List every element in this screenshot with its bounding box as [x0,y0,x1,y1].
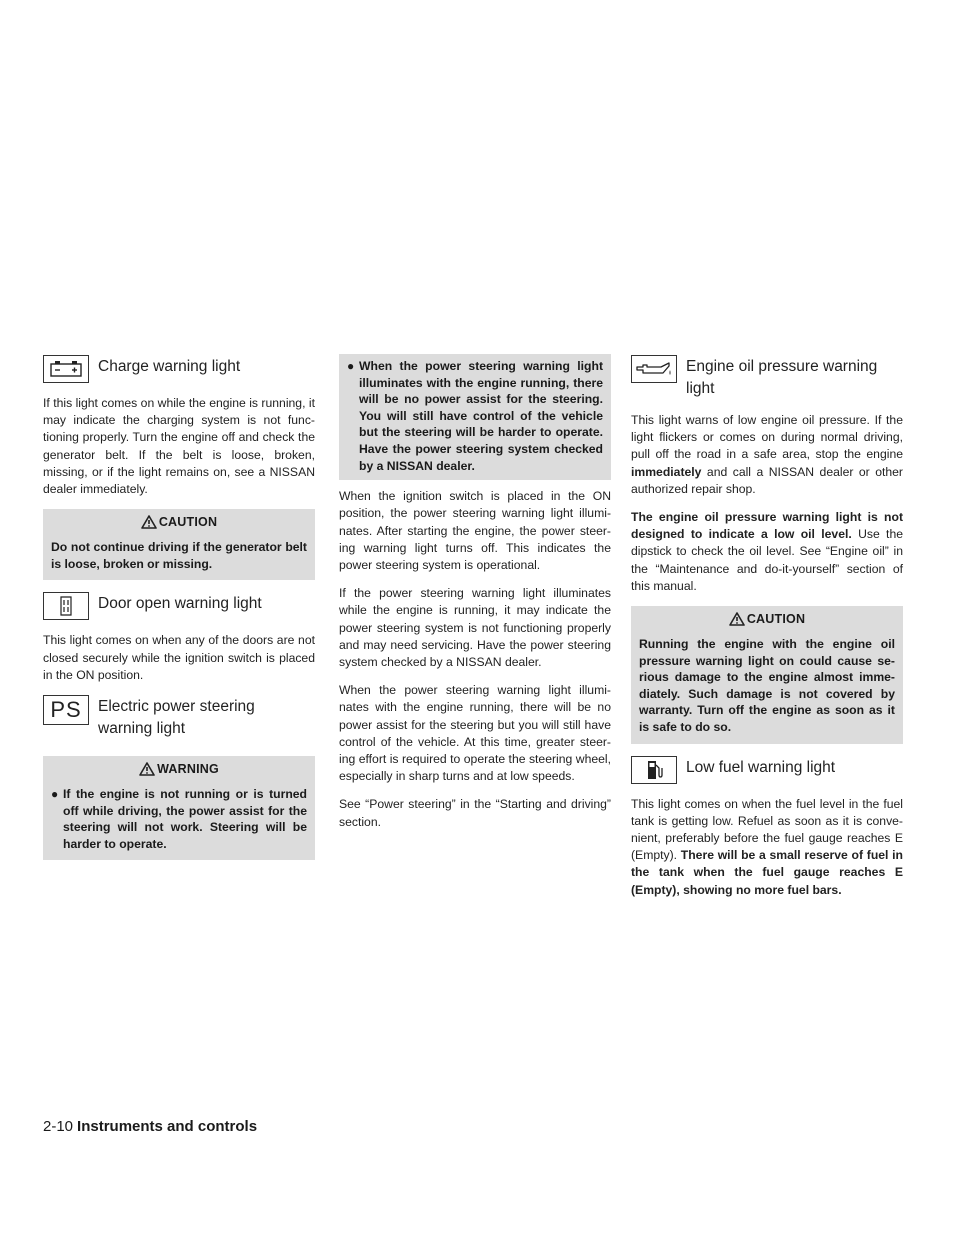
power-steering-icon [43,695,89,725]
oil-pressure-heading [631,355,903,400]
caution-body-1: Do not continue driving if the generator belt is loose, broken or missing. [51,540,307,571]
oil-paragraph-1: This light warns of low engine oil pressure. If the light flickers or comes on during normal driving, pull off the road in a safe area, stop the engine immediately and call a NISSAN dealer or other authorized repair shop. [631,413,903,496]
fuel-paragraph: This light comes on when the fuel level in the fuel tank is getting low. Refuel as soon as it is conve-nient, preferably before the fuel gauge reaches E (Empty). There will be a small reserve of fuel in the tank when the fuel gauge reaches E (Empty), showing no more fuel bars. [631,796,903,897]
warning-triangle-icon [729,612,745,626]
charge-body: If this light comes on while the engine is running, it may indicate the charging system is not func-tioning properly. Turn the engine off and check the generator belt. If the belt is loose, broken, missing, or if the light remains on, see a NISSAN dealer immediately. [43,396,315,497]
low-fuel-heading [631,756,903,784]
door-body: This light comes on when any of the doors are not closed securely while the ignition switch is placed in the ON position. [43,633,315,682]
eps-paragraph-1: When the ignition switch is placed in the ON position, the power steering warning light illumi-nates. After starting the engine, the power steer-ing warning light turns off. This indicates the power steering system is operational. [339,489,611,572]
eps-heading-line2: warning light [98,720,186,738]
oil-paragraph-2: The engine oil pressure warning light is not designed to indicate a low oil level. Use the dipstick to check the oil level. See “Engine oil” in the “Maintenance and do-it-yourself” section of this manual. [631,510,903,593]
eps-paragraph-4: See “Power steering” in the “Starting and driving” section. [339,797,611,829]
charge-heading-text: Charge warning light [98,358,241,375]
eps-heading-line1: Electric power steering [98,698,255,716]
charge-warning-heading [43,355,315,383]
warning-triangle-icon [139,762,155,776]
ps-icon-text: PS [50,697,82,723]
door-heading-text: Door open warning light [98,595,262,613]
battery-icon [43,355,89,383]
warning-box [43,756,315,860]
fuel-pump-icon [631,756,677,784]
column-3 [631,355,903,910]
fuel-heading-text: Low fuel warning light [686,758,836,776]
caution-body-2: Running the engine with the engine oil pressure warning light on could cause se-rious damage to the engine almost imme-diately. Such damage is not covered by warranty. Turn off the engine as soon as it is safe to do so. [639,637,895,734]
warning-bullet-1: ● If the engine is not running or is turned off while driving, the power assist for the steering will not work. Steering will be harder to operate. [51,787,307,851]
door-open-heading [43,592,315,620]
oil-heading-line1: Engine oil pressure warning [686,358,878,375]
warning-bullet-2: ● When the power steering warning light illuminates with the engine running, there will be no power assist for the steering. You will still have control of the vehicle but the steering will be harder to operate. Have the power steering system checked by a NISSAN dealer. [339,354,611,480]
oil-can-icon [631,355,677,383]
column-1 [43,355,315,872]
section-title: Instruments and controls [77,1118,258,1135]
caution-title-1: CAUTION [158,515,218,530]
page-footer [43,1118,257,1135]
oil-heading-line2: light [686,380,715,397]
eps-heading [43,695,315,740]
warning-triangle-icon [141,515,157,529]
eps-paragraph-3: When the power steering warning light illumi-nates with the engine running, there will be no power assist for the steering but you will still have control of the vehicle. At this time, greater steer-ing effort is required to operate the steering wheel, especially in sharp turns and at low speeds. [339,683,611,784]
eps-paragraph-2: If the power steering warning light illuminates while the engine is running, it may indicate the power steering system is not functioning properly and may need servicing. Have the power steering system checked by a NISSAN dealer. [339,586,611,669]
column-2 [339,355,611,842]
page-number: 2-10 [43,1118,74,1135]
caution-box-2 [631,606,903,744]
caution-box-1 [43,509,315,580]
door-open-icon [43,592,89,620]
caution-title-2: CAUTION [746,612,806,627]
warning-title: WARNING [157,762,219,777]
